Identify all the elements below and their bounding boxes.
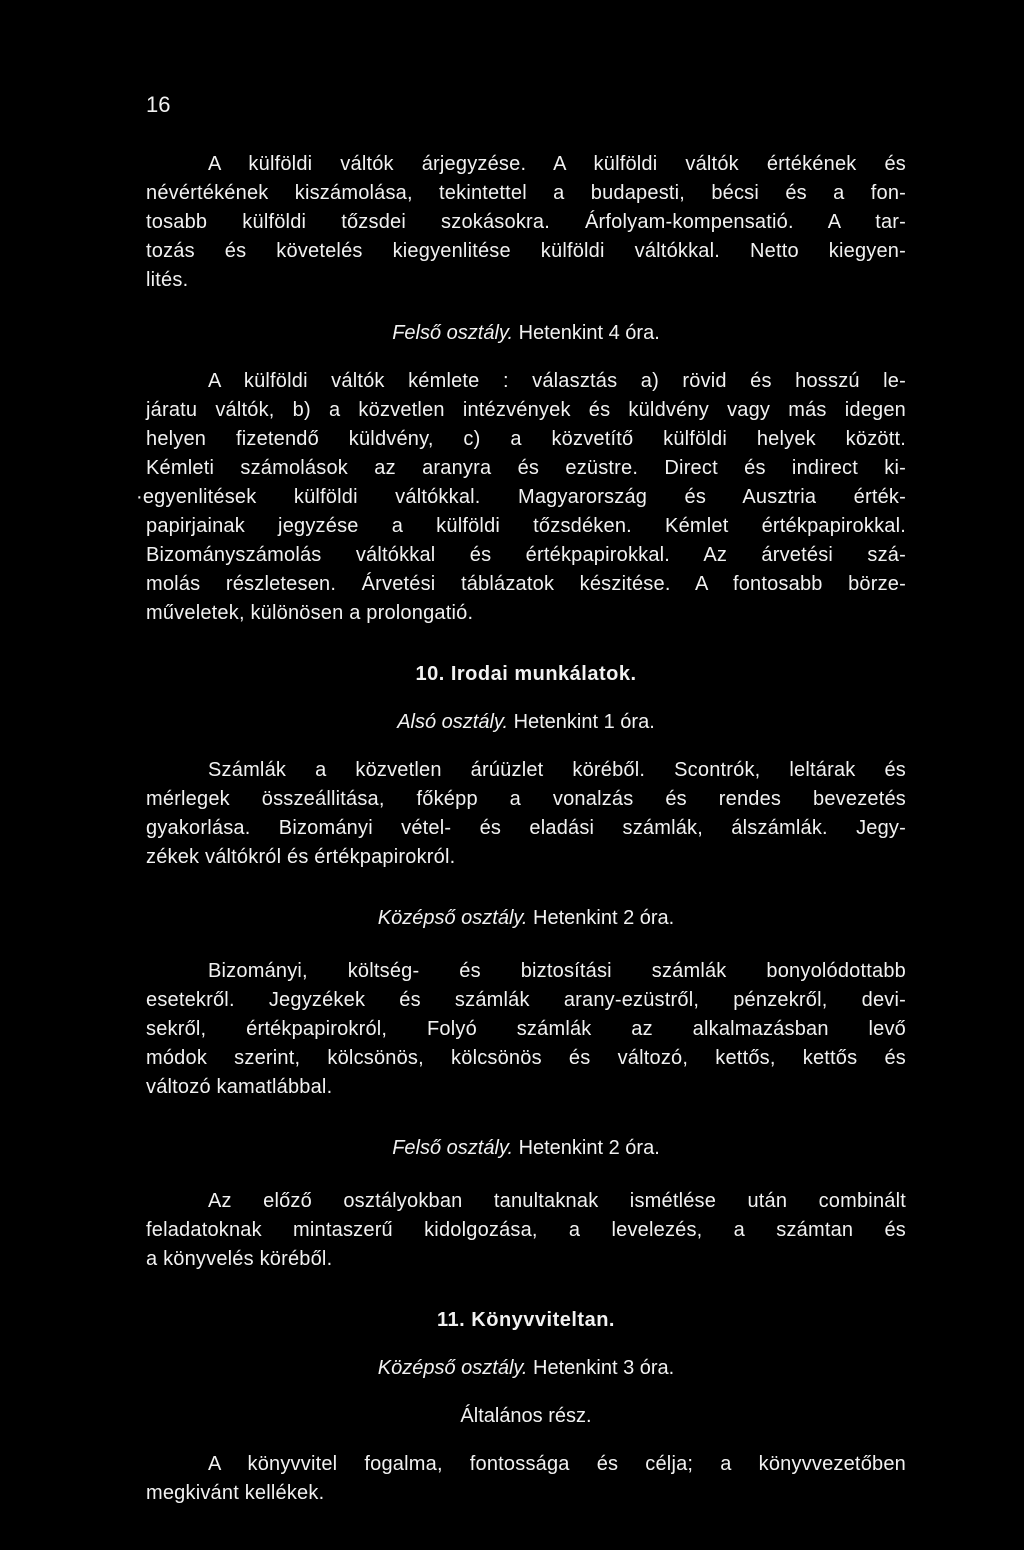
text-line: Kémleti számolások az aranyra és ezüstre. Direct és indirect ki-	[146, 457, 906, 479]
section-title: Irodai munkálatok.	[450, 663, 637, 685]
section-title: Könyvviteltan.	[471, 1309, 615, 1331]
class-heading-upper-1	[146, 319, 906, 348]
text-line: mérlegek összeállitása, főképp a vonalzás és rendes bevezetés	[146, 788, 906, 810]
text-line: gyakorlása. Bizományi vétel- és eladási számlák, álszámlák. Jegy-	[146, 817, 906, 839]
class-name: Alsó osztály.	[397, 711, 508, 733]
weekly-hours: Hetenkint 1 óra.	[513, 711, 655, 733]
text-line: változó kamatlábbal.	[146, 1076, 333, 1098]
text-line: módok szerint, kölcsönös, kölcsönös és változó, kettős, kettős és	[146, 1047, 906, 1069]
class-heading-middle-2	[146, 1354, 906, 1383]
text-line: zékek váltókról és értékpapirokról.	[146, 846, 456, 868]
text-line: névértékének kiszámolása, tekintettel a budapesti, bécsi és a fon-	[146, 182, 906, 204]
class-heading-lower	[146, 708, 906, 737]
general-part-heading: Általános rész.	[460, 1405, 592, 1427]
text-line: a könyvelés köréből.	[146, 1248, 333, 1270]
text-line: sekről, értékpapirokról, Folyó számlák az alkalmazásban levő	[146, 1018, 906, 1040]
page-number: 16	[146, 92, 171, 117]
text-line: műveletek, különösen a prolongatió.	[146, 602, 474, 624]
text-line: A külföldi váltók kémlete : választás a) rövid és hosszú le-	[208, 370, 906, 392]
paragraph-5	[146, 1187, 906, 1274]
class-heading-middle-1	[146, 904, 906, 933]
text-line: járatu váltók, b) a közvetlen intézvények és küldvény vagy más idegen	[146, 399, 906, 421]
text-line: Bizományszámolás váltókkal és értékpapirokkal. Az árvetési szá-	[146, 544, 906, 566]
class-name: Középső osztály.	[377, 907, 528, 929]
weekly-hours: Hetenkint 3 óra.	[533, 1357, 675, 1379]
paragraph-3	[146, 756, 906, 872]
text-line: tozás és követelés kiegyenlitése külföldi váltókkal. Netto kiegyen-	[146, 240, 906, 262]
text-line: esetekről. Jegyzékek és számlák arany-ezüstről, pénzekről, devi-	[146, 989, 906, 1011]
paragraph-6	[146, 1450, 906, 1508]
text-line: tosabb külföldi tőzsdei szokásokra. Árfolyam-kompensatió. A tar-	[146, 211, 906, 233]
class-name: Felső osztály.	[392, 322, 513, 344]
section-number: 11.	[437, 1309, 466, 1331]
text-line: A könyvvitel fogalma, fontossága és célja; a könyvvezetőben	[208, 1453, 906, 1475]
text-line: Számlák a közvetlen árúüzlet köréből. Scontrók, leltárak és	[208, 759, 906, 781]
text-line: Bizományi, költség- és biztosítási számlák bonyolódottabb	[208, 960, 906, 982]
section-number: 10.	[415, 663, 445, 685]
paragraph-1	[146, 150, 906, 295]
text-line: lités.	[146, 269, 189, 291]
paragraph-2	[136, 367, 906, 628]
page-content	[136, 150, 906, 1508]
text-line: papirjainak jegyzése a külföldi tőzsdéken. Kémlet értékpapirokkal.	[146, 515, 906, 537]
section-10-heading	[146, 660, 906, 689]
text-line: ·egyenlitések külföldi váltókkal. Magyarország és Ausztria érték-	[136, 486, 906, 508]
weekly-hours: Hetenkint 2 óra.	[518, 1137, 660, 1159]
class-name: Felső osztály.	[392, 1137, 513, 1159]
text-line: megkivánt kellékek.	[146, 1482, 325, 1504]
text-line: helyen fizetendő küldvény, c) a közvetítő külföldi helyek között.	[146, 428, 906, 450]
section-11-heading	[146, 1306, 906, 1335]
text-line: A külföldi váltók árjegyzése. A külföldi váltók értékének és	[208, 153, 906, 175]
weekly-hours: Hetenkint 2 óra.	[533, 907, 675, 929]
text-line: molás részletesen. Árvetési táblázatok készitése. A fontosabb börze-	[146, 573, 906, 595]
class-name: Középső osztály.	[377, 1357, 528, 1379]
paragraph-4	[146, 957, 906, 1102]
text-line: Az előző osztályokban tanultaknak ismétlése után combinált	[208, 1190, 906, 1212]
text-line: feladatoknak mintaszerű kidolgozása, a levelezés, a számtan és	[146, 1219, 906, 1241]
class-heading-upper-2	[146, 1134, 906, 1163]
weekly-hours: Hetenkint 4 óra.	[518, 322, 660, 344]
